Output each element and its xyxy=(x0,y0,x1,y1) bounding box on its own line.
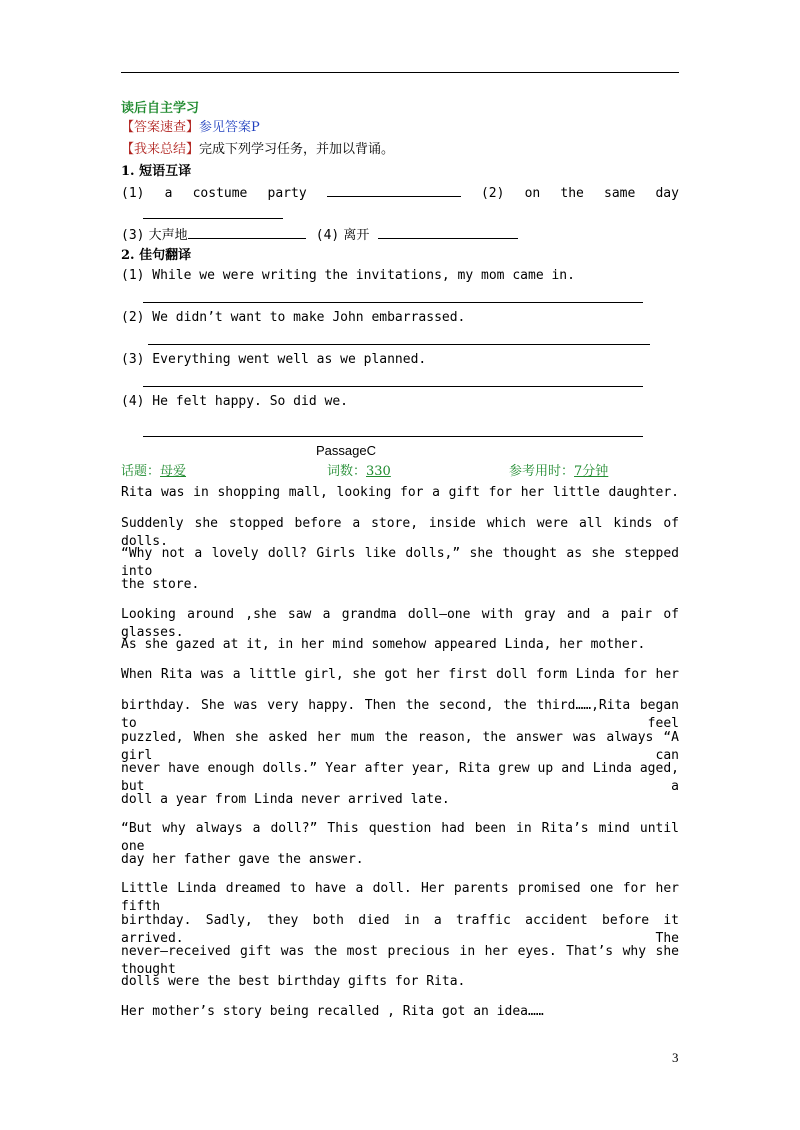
passage-line: “Why not a lovely doll? Girls like dolls,” she thought as she stepped into xyxy=(121,546,679,579)
phrases-heading: 1. 短语互译 xyxy=(121,164,192,179)
phrase-1-blank[interactable] xyxy=(327,184,461,197)
passage-line: day her father gave the answer. xyxy=(121,852,364,867)
summary-line xyxy=(121,141,394,159)
passage-time xyxy=(509,463,608,481)
wordcount-value: 330 xyxy=(366,464,391,479)
phrase-3-blank[interactable] xyxy=(188,226,306,239)
passage-line: never—received gift was the most precious in her eyes. That’s why she thought xyxy=(121,944,679,977)
phrase-2-word: on xyxy=(524,186,541,201)
answer-check-line xyxy=(121,119,260,137)
passage-line: Rita was in shopping mall, looking for a gift for her little daughter. xyxy=(121,485,679,500)
passage-line: Suddenly she stopped before a store, inside which were all kinds of dolls. xyxy=(121,516,679,549)
page-number: 3 xyxy=(672,1050,679,1065)
passage-line: doll a year from Linda never arrived late. xyxy=(121,792,450,807)
topic-value: 母爱 xyxy=(160,464,187,479)
time-value: 7分钟 xyxy=(574,464,609,479)
phrase-2-num: (2) xyxy=(480,186,505,201)
passage-line: dolls were the best birthday gifts for Rita. xyxy=(121,974,466,989)
summary-label: 【我来总结】 xyxy=(121,142,200,157)
phrase-2-blank[interactable] xyxy=(143,218,283,219)
phrase-row-1 xyxy=(121,184,679,201)
header-rule xyxy=(121,72,679,73)
phrase-1-word: party xyxy=(267,186,307,201)
passage-line: “But why always a doll?” This question had been in Rita’s mind until one xyxy=(121,821,679,854)
phrase-2-word: day xyxy=(655,186,679,201)
phrase-1-word: costume xyxy=(192,186,248,201)
topic-label: 话题： xyxy=(121,464,161,479)
answer-check-label: 【答案速查】 xyxy=(121,120,200,135)
passage-line: puzzled, When she asked her mum the reason, the answer was always “A girl can xyxy=(121,730,679,763)
sentence-4: (4) He felt happy. So did we. xyxy=(121,394,348,409)
phrase-4-num: (4) xyxy=(315,228,340,243)
phrase-4-blank[interactable] xyxy=(378,226,518,239)
passage-line: Little Linda dreamed to have a doll. Her parents promised one for her fifth xyxy=(121,881,679,914)
sentence-4-answer-line[interactable] xyxy=(143,436,643,437)
passage-line: As she gazed at it, in her mind somehow appeared Linda, her mother. xyxy=(121,637,646,652)
summary-text: 完成下列学习任务，并加以背诵。 xyxy=(199,142,395,157)
sentence-3-answer-line[interactable] xyxy=(143,386,643,387)
passage-title: PassageC xyxy=(316,443,376,458)
passage-line: When Rita was a little girl, she got her first doll form Linda for her xyxy=(121,667,679,682)
phrase-2-word: same xyxy=(604,186,636,201)
sentences-heading: 2. 佳句翻译 xyxy=(121,248,192,263)
sentence-1-answer-line[interactable] xyxy=(143,302,643,303)
answer-check-text: 参见答案P xyxy=(199,120,260,135)
wordcount-label: 词数： xyxy=(327,464,367,479)
phrase-3-num: (3) xyxy=(121,228,145,243)
phrase-2-word: the xyxy=(560,186,584,201)
passage-line: Her mother’s story being recalled , Rita got an idea…… xyxy=(121,1004,544,1019)
sentence-1: (1) While we were writing the invitations, my mom came in. xyxy=(121,268,575,283)
passage-line: Looking around ,she saw a grandma doll—one with gray and a pair of glasses. xyxy=(121,607,679,640)
phrase-1-num: (1) xyxy=(121,186,145,201)
passage-line: never have enough dolls.” Year after year, Rita grew up and Linda aged, but a xyxy=(121,761,679,794)
phrase-row-2 xyxy=(121,226,518,245)
passage-wordcount xyxy=(327,463,391,481)
section-title: 读后自主学习 xyxy=(121,101,200,116)
sentence-3: (3) Everything went well as we planned. xyxy=(121,352,427,367)
time-label: 参考用时： xyxy=(509,464,575,479)
passage-line: birthday. Sadly, they both died in a traffic accident before it arrived. The xyxy=(121,913,679,946)
passage-topic xyxy=(121,463,186,481)
phrase-3-text: 大声地 xyxy=(148,228,188,243)
sentence-2-answer-line[interactable] xyxy=(148,344,650,345)
sentence-2: (2) We didn’t want to make John embarrassed. xyxy=(121,310,466,325)
passage-line: birthday. She was very happy. Then the second, the third……,Rita began to feel xyxy=(121,698,679,731)
phrase-1-word: a xyxy=(164,186,173,201)
passage-line: the store. xyxy=(121,577,200,592)
phrase-4-text: 离开 xyxy=(343,228,370,243)
